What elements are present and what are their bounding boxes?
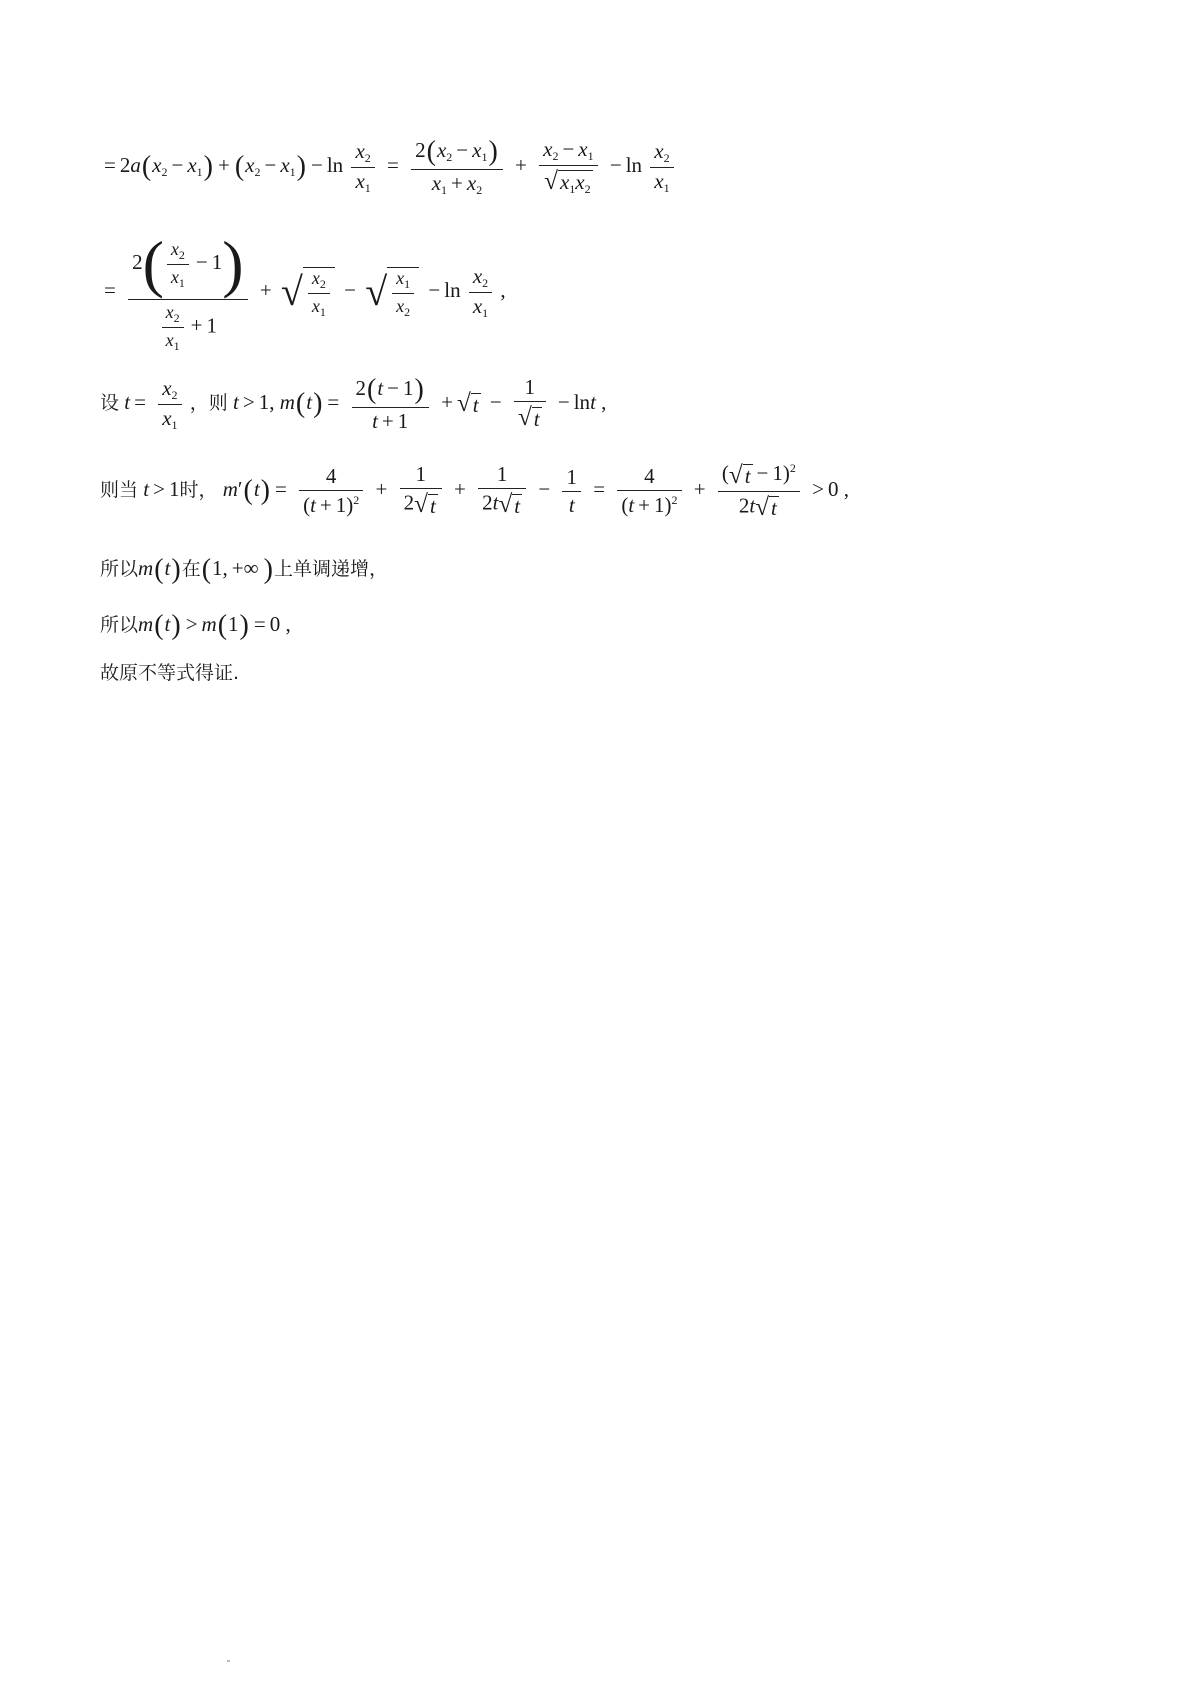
conclusion-text: 故原不等式得证.: [100, 662, 240, 684]
equation-line-3: 设 t = $\frac{x_2}{x_1}$ ，则 t > 1, m(t) = $\frac{2(t - 1)}{t + 1}$ + √t − $\frac{1}{√t}$ − lnt ,: [100, 374, 607, 433]
equation-line-4: 则当 t > 1时， m′(t) = $\frac{4}{(t + 1)^2}$ + $\frac{1}{2√t}$ + $\frac{1}{2t√t}$ − $\frac{1}{t}$ = $\frac{4}{(t + 1)^2}$ + $\frac{(√t - 1)^2}{2t√t}$ > 0 ,: [100, 461, 849, 521]
text-ze-dang: 则当: [100, 478, 139, 501]
equation-line-2: = 2( $\frac{x_2}{x_1}$ − 1) $\frac{x_2}{x_1}$ + 1 + √ $\frac{x_2}{x_1}$ − √ $\frac{x_1}{x_2}$ − ln $\frac{x_2}{x_1}$ ,: [104, 228, 506, 353]
text-line-5: 所以m(t)在(1, +∞ )上单调递增，: [100, 554, 388, 585]
equation-line-1: = $2a(x_2 - x_1) + (x_2 - x_1) - \ln$ $\frac{x_2}{x_1}$ = $\frac{2(x_2 - x_1)}{x_1 + x_2}$ + $\frac{x_2 - x_1}{√x_1x_2}$ − ln $\frac{x_2}{x_1}$: [100, 138, 677, 196]
text-she: 设: [100, 391, 120, 414]
text-suoyi-2: 所以: [100, 614, 139, 636]
text-line-6: 所以m(t) > m(1) = 0 ,: [100, 610, 291, 641]
text-increasing: 上单调递增，: [273, 558, 388, 580]
text-ze: ，则: [189, 391, 228, 414]
text-shi: 时，: [179, 478, 218, 501]
scan-speck: [227, 1660, 230, 1662]
text-zai: 在: [181, 558, 201, 580]
text-suoyi-1: 所以: [100, 558, 139, 580]
